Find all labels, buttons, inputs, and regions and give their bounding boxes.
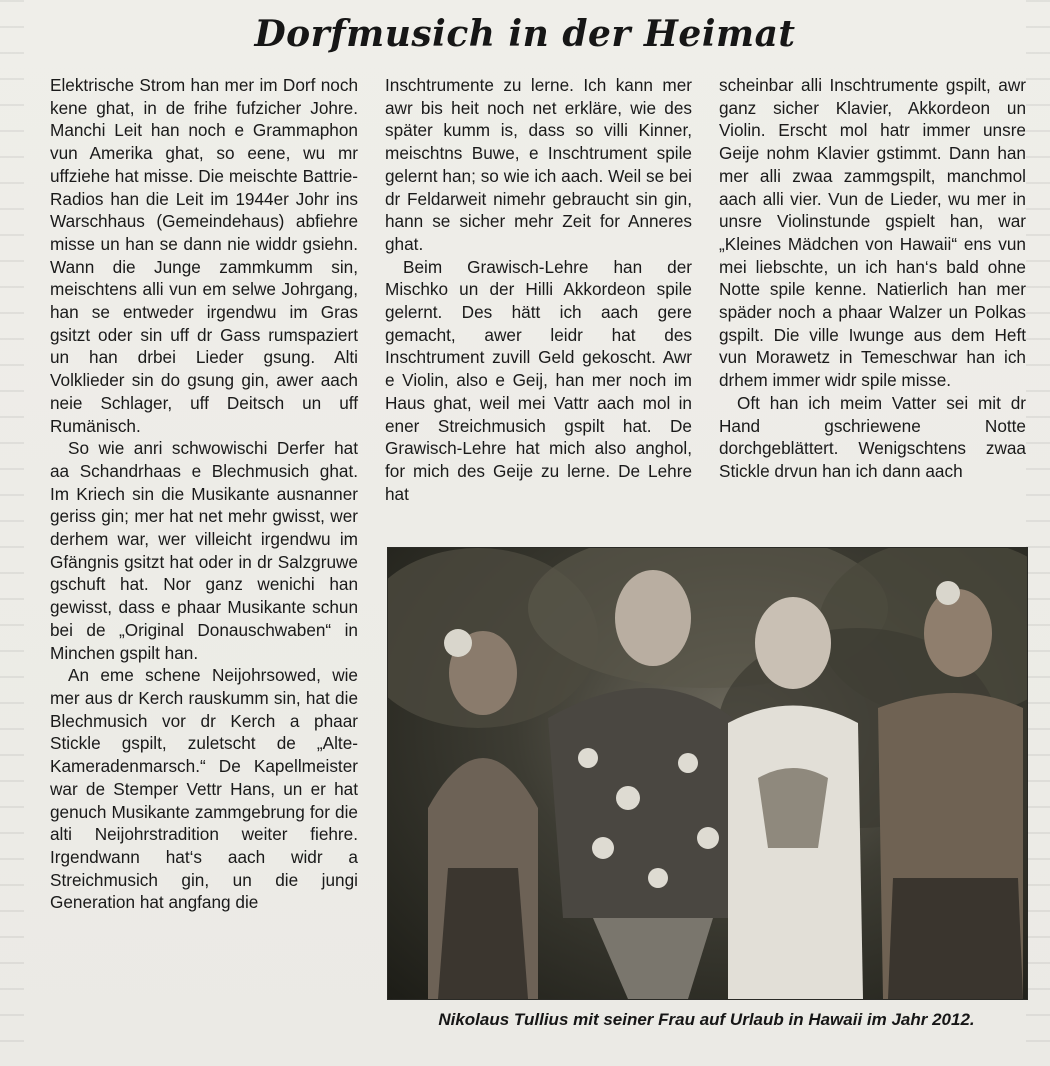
paragraph: scheinbar alli Inschtrumente gspilt, awr ganz sicher Klavier, Akkordeon un Violin. Erscht mol hatr immer unsre Geije nohm Klavier gstimmt. Dann han mer alli zwaa zammgspilt, manchmol aach alli vier. Vun de Lieder, wu mer in unsre Violinstunde gspielt han, war „Kleines Mädchen von Hawaii“ ens vun mei liebschte, un ich han‘s bald ohne Notte spile kenne. Natierlich han mer späder noch a phaar Walzer un Polkas gspilt. Die ville Iwunge aus dem Heft vun Morawetz in Temeschwar han ich drhem immer widr spile misse. — [719, 75, 1026, 391]
paragraph: Inschtrumente zu lerne. Ich kann mer awr bis heit noch net erkläre, wie des später kumm is, dass so villi Kinner, meischtns Buwe, e Inschtrument spile gelernt han; so wie ich aach. Weil se bei dr Feldarweit nimehr gebraucht sin gin, hann se sicher mehr Zeit for Anneres ghat. — [385, 75, 692, 254]
paragraph: Beim Grawisch-Lehre han der Mischko un der Hilli Akkordeon spile gelernt. Des hätt ich aach gere gemacht, awer leidr hat des Inschtrument zuvill Geld gekoscht. Awr e Violin, also e Geij, han mer noch im Haus ghat, weil mei Vattr aach mol in ener Streichmusich gspilt hat. De Grawisch-Lehre hat mich also anghol, for mich des Geije zu lerne. De Lehre hat — [385, 256, 692, 504]
paragraph: Oft han ich meim Vatter sei mit dr Hand gschriewene Notte dorchgeblättert. Wenigschtens zwaa Stickle drvun han ich dann aach — [719, 392, 1026, 481]
paragraph: An eme schene Neijohrsowed, wie mer aus dr Kerch rauskumm sin, hat die Blechmusich vor dr Kerch a phaar Stickle gspilt, zuletscht de „Alte-Kameradenmarsch.“ De Kapellmeister war de Stemper Vettr Hans, un er hat genuch Musikante zammgebrung for die alti Neijohrstradition weiter fiehre. Irgendwann hat‘s aach widr a Streichmusich gin, un die jungi Generation hat angfang die — [50, 665, 358, 913]
photo-icon — [388, 548, 1027, 999]
paragraph: So wie anri schwowischi Derfer hat aa Schandrhaas e Blechmusich ghat. Im Kriech sin die Musikante ausnanner geriss gin; mer hat net mehr gwisst, wer derhem war, wer villeicht irgendwu im Gfängnis gsitzt hat oder in dr Salzgruwe gschuft hat. Nor ganz wenichi han gewisst, dass e phaar Musikante schun bei de „Original Donauschwaben“ in Minchen gspilt han. — [50, 438, 358, 663]
paragraph: Elektrische Strom han mer im Dorf noch kene ghat, in de frihe fufzicher Johre. Manchi Leit han noch e Grammaphon vun Amerika ghat, so eene, wu mr uffziehe hat misse. Die meischte Battrie-Radios han die Leit im 1944er Johr ins Warschhaus (Gemeindehaus) abfiehre misse un han se dann nie widdr gsiehn. Wann die Junge zammkumm sin, meischtens alli vun em selwe Johrgang, han se entweder irgendwu im Gras gsitzt oder sin uff dr Gass rumspaziert un han drbei Lieder gsung. Alti Volklieder sin do gsung gin, awer aach neie Schlager, uff Deitsch un uff Rumänisch. — [50, 75, 358, 436]
article-headline: Dorfmusich in der Heimat — [254, 13, 796, 55]
article-column-1 — [50, 74, 358, 914]
article-photo — [387, 547, 1028, 1000]
article-column-3 — [719, 74, 1026, 483]
photo-caption: Nikolaus Tullius mit seiner Frau auf Urlaub in Hawaii im Jahr 2012. — [438, 1010, 975, 1029]
page-edge-left — [0, 0, 24, 1066]
article-column-2 — [385, 74, 692, 505]
page-edge-right — [1026, 0, 1050, 1066]
